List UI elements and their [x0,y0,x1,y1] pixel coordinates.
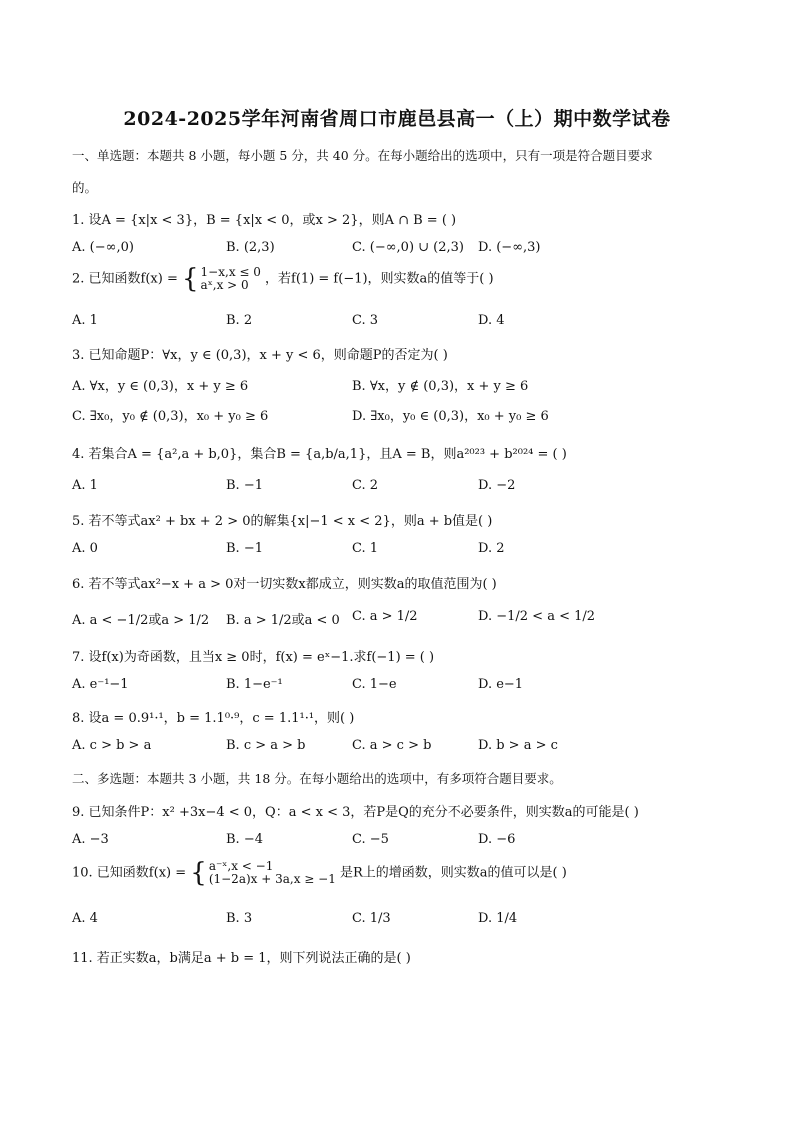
question-4-stem: 4. 若集合A = {a²,a + b,0}，集合B = {a,b/a,1}，且A = B，则a²⁰²³ + b²⁰²⁴ = ( ) [72,447,567,462]
question-3-options-row2 [72,405,734,425]
question-8-stem: 8. 设a = 0.9¹·¹，b = 1.1⁰·⁹，c = 1.1¹·¹，则( ) [72,711,355,726]
q5-option-b[interactable]: B. −1 [226,541,263,556]
q10-piece-2: (1−2a)x + 3a,x ≥ −1 [208,872,336,886]
question-5-options [72,541,734,561]
q8-option-b[interactable]: B. c > a > b [226,738,306,753]
q2-option-b[interactable]: B. 2 [226,313,253,328]
q10-option-d[interactable]: D. 1/4 [478,911,518,926]
q3-option-d[interactable]: D. ∃x₀，y₀ ∈ (0,3)，x₀ + y₀ ≥ 6 [352,409,549,424]
q5-option-a[interactable]: A. 0 [72,541,98,556]
question-10-stem [72,860,734,886]
piecewise-brace: { [182,264,199,294]
question-7-stem: 7. 设f(x)为奇函数，且当x ≥ 0时，f(x) = eˣ−1.求f(−1) = ( ) [72,650,435,665]
question-2-stem [72,266,734,292]
question-8-options [72,738,734,758]
question-5-stem: 5. 若不等式ax² + bx + 2 > 0的解集{x|−1 < x < 2}，则a + b值是( ) [72,514,493,529]
q10-piece-1: a⁻ˣ,x < −1 [208,859,274,873]
question-1-options [72,240,734,260]
question-10-options [72,911,734,931]
q4-option-c[interactable]: C. 2 [352,478,379,493]
q2-piece-2: aˣ,x > 0 [200,278,249,292]
q1-option-d[interactable]: D. (−∞,3) [478,240,541,255]
q2-option-a[interactable]: A. 1 [72,313,98,328]
q7-option-c[interactable]: C. 1−e [352,677,397,692]
q7-option-b[interactable]: B. 1−e⁻¹ [226,677,283,692]
q2-piece-1: 1−x,x ≤ 0 [200,265,261,279]
q1-option-b[interactable]: B. (2,3) [226,240,275,255]
question-6-stem: 6. 若不等式ax²−x + a > 0对一切实数x都成立，则实数a的取值范围为( ) [72,577,497,592]
q10-stem-suffix: 是R上的增函数，则实数a的值可以是( ) [340,865,567,881]
q6-option-d[interactable]: D. −1/2 < a < 1/2 [478,609,596,624]
q3-option-c[interactable]: C. ∃x₀，y₀ ∉ (0,3)，x₀ + y₀ ≥ 6 [72,409,269,424]
q7-option-a[interactable]: A. e⁻¹−1 [72,677,129,692]
section-1-header-line1: 一、单选题：本题共 8 小题，每小题 5 分，共 40 分。在每小题给出的选项中，只有一项是符合题目要求 [72,148,653,163]
q3-option-b[interactable]: B. ∀x，y ∉ (0,3)，x + y ≥ 6 [352,379,529,394]
q9-option-b[interactable]: B. −4 [226,832,263,847]
section-1-header-line2: 的。 [72,180,98,195]
q2-stem-suffix: ，若f(1) = f(−1)，则实数a的值等于( ) [265,271,494,287]
q1-option-c[interactable]: C. (−∞,0) ∪ (2,3) [352,240,464,255]
q8-option-d[interactable]: D. b > a > c [478,738,558,753]
question-3-stem: 3. 已知命题P：∀x，y ∈ (0,3)，x + y < 6，则命题P的否定为( ) [72,348,448,363]
q9-option-c[interactable]: C. −5 [352,832,389,847]
q5-option-d[interactable]: D. 2 [478,541,505,556]
q2-option-d[interactable]: D. 4 [478,313,505,328]
question-6-options [72,609,734,629]
question-3-options-row1 [72,375,734,395]
q6-option-a[interactable]: A. a < −1/2或a > 1/2 [72,613,210,628]
question-7-options [72,677,734,697]
q1-option-a[interactable]: A. (−∞,0) [72,240,134,255]
q10-option-b[interactable]: B. 3 [226,911,253,926]
q10-option-a[interactable]: A. 4 [72,911,98,926]
question-9-stem: 9. 已知条件P：x² +3x−4 < 0，Q：a < x < 3，若P是Q的充分不必要条件，则实数a的可能是( ) [72,805,639,820]
q4-option-b[interactable]: B. −1 [226,478,263,493]
q2-option-c[interactable]: C. 3 [352,313,379,328]
question-2-options [72,313,734,333]
q9-option-d[interactable]: D. −6 [478,832,516,847]
q7-option-d[interactable]: D. e−1 [478,677,524,692]
q10-stem-prefix: 10. 已知函数f(x) = [72,865,187,881]
question-11-stem: 11. 若正实数a，b满足a + b = 1，则下列说法正确的是( ) [72,951,411,966]
piecewise-brace: { [190,858,207,888]
exam-title: 2024-2025学年河南省周口市鹿邑县高一（上）期中数学试卷 [123,108,671,130]
q5-option-c[interactable]: C. 1 [352,541,379,556]
question-9-options [72,832,734,852]
q2-stem-prefix: 2. 已知函数f(x) = [72,271,178,287]
q6-option-c[interactable]: C. a > 1/2 [352,609,418,624]
q4-option-a[interactable]: A. 1 [72,478,98,493]
q6-option-b[interactable]: B. a > 1/2或a < 0 [226,613,340,628]
q8-option-c[interactable]: C. a > c > b [352,738,432,753]
question-4-options [72,478,734,498]
q2-piecewise [201,266,261,292]
q8-option-a[interactable]: A. c > b > a [72,738,152,753]
q9-option-a[interactable]: A. −3 [72,832,109,847]
q10-piecewise [209,860,336,886]
q3-option-a[interactable]: A. ∀x，y ∈ (0,3)，x + y ≥ 6 [72,379,249,394]
q10-option-c[interactable]: C. 1/3 [352,911,391,926]
question-1-stem: 1. 设A = {x|x < 3}，B = {x|x < 0，或x > 2}，则A ∩ B = ( ) [72,213,457,228]
q4-option-d[interactable]: D. −2 [478,478,516,493]
section-2-header: 二、多选题：本题共 3 小题，共 18 分。在每小题给出的选项中，有多项符合题目要求。 [72,771,562,786]
